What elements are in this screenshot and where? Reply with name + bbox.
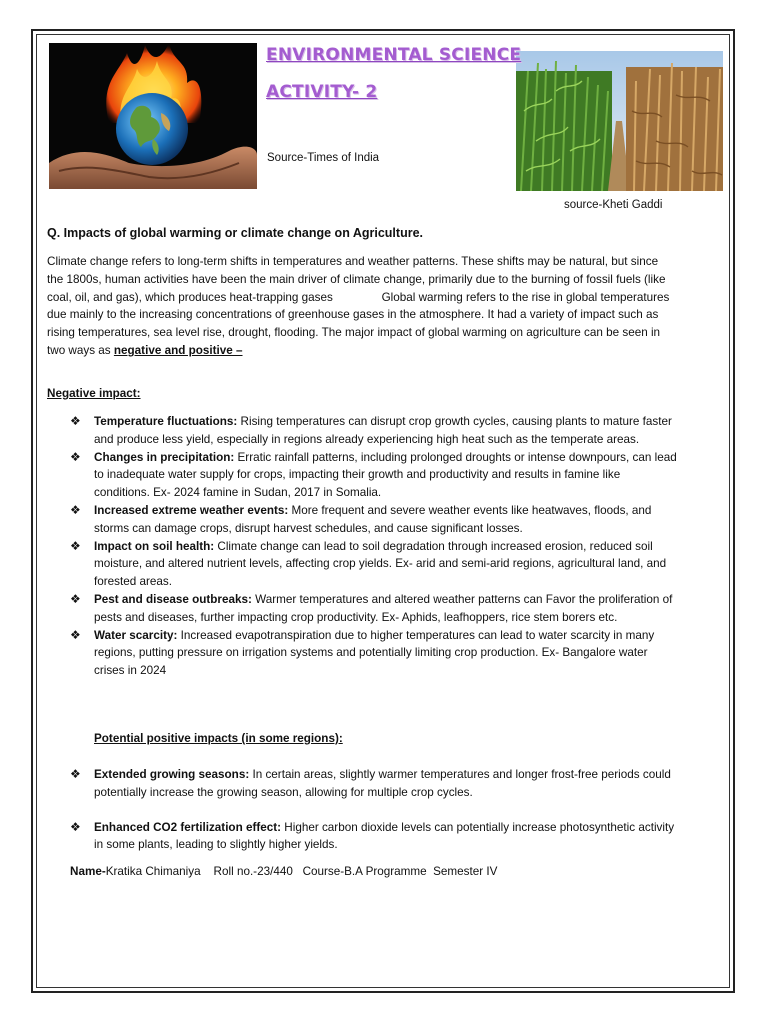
list-item xyxy=(70,413,678,449)
burning-globe-image xyxy=(49,43,257,189)
negative-impact-list xyxy=(70,413,678,680)
student-info: Kratika Chimaniya Roll no.-23/440 Course-B.A Programme Semester IV xyxy=(105,865,498,878)
list-item xyxy=(70,502,678,538)
item-text: More frequent and severe weather events like heatwaves, floods, and storms can damage crops, disrupt harvest schedules, and cause significant losses. xyxy=(94,503,652,535)
diamond-bullet-icon: ❖ xyxy=(70,449,81,464)
intro-paragraph xyxy=(47,253,677,360)
positive-impact-heading: Potential positive impacts (in some regions): xyxy=(94,732,343,745)
activity-title: ACTIVITY- 2 xyxy=(266,82,378,102)
negative-impact-heading: Negative impact: xyxy=(47,387,141,400)
item-term: Changes in precipitation: xyxy=(94,450,235,464)
item-term: Pest and disease outbreaks: xyxy=(94,592,252,606)
item-text: Rising temperatures can disrupt crop growth cycles, causing plants to mature faster and produce less yield, especially in regions already experiencing high heat such as the temperate areas. xyxy=(94,415,672,446)
name-label: Name- xyxy=(70,865,106,878)
item-text: Warmer temperatures and altered weather patterns can Favor the proliferation of pests and diseases, further impacting crop productivity. Ex- Aphids, leafhoppers, rice stem borers etc. xyxy=(94,592,673,624)
image-source-right: source-Kheti Gaddi xyxy=(564,199,663,211)
item-text: Increased evapotranspiration due to higher temperatures can lead to water scarcity in many regions, putting pressure on irrigation systems and potentially limiting crop production. Ex- Bangalore water crises in 2024 xyxy=(94,628,655,678)
diamond-bullet-icon: ❖ xyxy=(70,627,81,642)
diamond-bullet-icon: ❖ xyxy=(70,591,81,606)
item-text: Erratic rainfall patterns, including prolonged droughts or intense downpours, can lead to inadequate water supply for crops, impacting their growth and productivity and results in famine like conditions. Ex- 2024 famine in Sudan, 2017 in Somalia. xyxy=(94,450,677,500)
diamond-bullet-icon: ❖ xyxy=(70,767,81,781)
item-term: Enhanced CO2 fertilization effect: xyxy=(94,820,282,834)
question-heading: Q. Impacts of global warming or climate change on Agriculture. xyxy=(47,226,423,240)
list-item xyxy=(70,538,678,591)
intro-emphasis: negative and positive – xyxy=(113,343,243,357)
positive-impact-list xyxy=(70,766,678,854)
list-item xyxy=(70,627,678,680)
document-title: ENVIRONMENTAL SCIENCE xyxy=(266,45,522,65)
diamond-bullet-icon: ❖ xyxy=(70,414,81,428)
item-term: Temperature fluctuations: xyxy=(94,415,238,428)
student-details xyxy=(70,865,497,878)
diamond-bullet-icon: ❖ xyxy=(70,819,81,834)
intro-text: Climate change refers to long-term shifts in temperatures and weather patterns. These shifts may be natural, but since the 1800s, human activities have been the main driver of climate change, primarily due to the burning of fossil fuels (like coal, oil, and gas), which produces heat-trapping gases Global warming refers to the rise in global temperatures due mainly to the increasing concentrations of greenhouse gases in the atmosphere. It had a variety of impact such as rising temperatures, sea level rise, drought, flooding. The major impact of global warming on agriculture can be seen in two ways as xyxy=(47,255,673,357)
list-item xyxy=(70,766,678,802)
diamond-bullet-icon: ❖ xyxy=(70,502,81,517)
item-text: Climate change can lead to soil degradation through increased erosion, reduced soil moisture, and altered nutrient levels, affecting crop yields. Ex- arid and semi-arid regions, agricultural land, and forested areas. xyxy=(94,539,667,589)
diamond-bullet-icon: ❖ xyxy=(70,538,81,553)
list-item xyxy=(70,591,678,627)
crop-field-image xyxy=(516,51,723,191)
item-term: Extended growing seasons: xyxy=(94,768,250,781)
item-term: Water scarcity: xyxy=(94,628,178,642)
item-text: In certain areas, slightly warmer temperatures and longer frost-free periods could potentially increase the growing season, allowing for multiple crop cycles. xyxy=(94,768,671,799)
item-term: Impact on soil health: xyxy=(94,539,215,553)
list-item xyxy=(70,819,678,855)
image-source-left: Source-Times of India xyxy=(267,152,380,164)
item-text: Higher carbon dioxide levels can potentially increase photosynthetic activity in some plants, leading to slightly higher yields. xyxy=(94,820,675,852)
list-item xyxy=(70,449,678,502)
item-term: Increased extreme weather events: xyxy=(94,503,289,517)
